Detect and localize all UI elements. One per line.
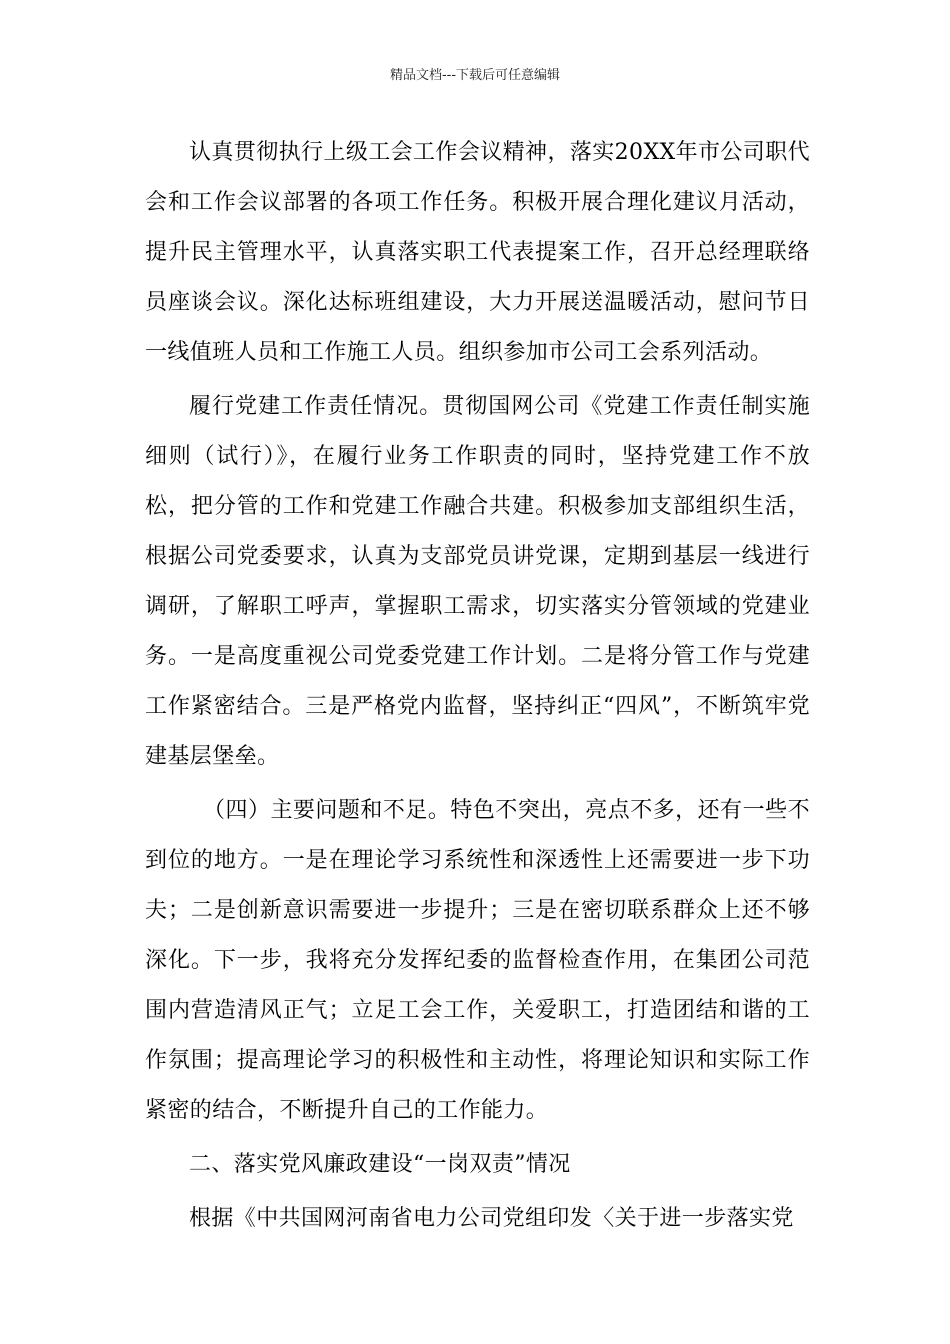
paragraph-problems: （四）主要问题和不足。特色不突出，亮点不多，还有一些不到位的地方。一是在理论学习系统性和深透性上还需要进一步下功夫；二是创新意识需要进一步提升；三是在密切联系群众上还不够深化。下一步，我将充分发挥纪委的监督检查作用，在集团公司范围内营造清风正气；立足工会工作，关爱职工，打造团结和谐的工作氛围；提高理论学习的积极性和主动性，将理论知识和实际工作紧密的结合，不断提升自己的工作能力。: [145, 798, 810, 1123]
paragraph-integrity: 根据《中共国网河南省电力公司党组印发〈关于进一步落实党: [189, 1206, 794, 1231]
section-heading: 二、落实党风廉政建设“一岗双责”情况: [189, 1152, 571, 1177]
page-header: 精品文档---下载后可任意编辑: [389, 68, 561, 83]
paragraph-party-building: 履行党建工作责任情况。贯彻国网公司《党建工作责任制实施细则（试行）》，在履行业务工作职责的同时，坚持党建工作不放松，把分管的工作和党建工作融合共建。积极参加支部组织生活，根据公司党委要求，认真为支部党员讲党课，定期到基层一线进行调研，了解职工呼声，掌握职工需求，切实落实分管领域的党建业务。一是高度重视公司党委党建工作计划。二是将分管工作与党建工作紧密结合。三是严格党内监督，坚持纠正“四风”，不断筑牢党建基层堡垒。: [145, 394, 810, 769]
document-body: [145, 128, 810, 1248]
paragraph-union-work: 认真贯彻执行上级工会工作会议精神，落实20XX年市公司职代会和工作会议部署的各项工作任务。积极开展合理化建议月活动，提升民主管理水平，认真落实职工代表提案工作，召开总经理联络员座谈会议。深化达标班组建设，大力开展送温暖活动，慰问节日一线值班人员和工作施工人员。组织参加市公司工会系列活动。: [145, 140, 810, 365]
